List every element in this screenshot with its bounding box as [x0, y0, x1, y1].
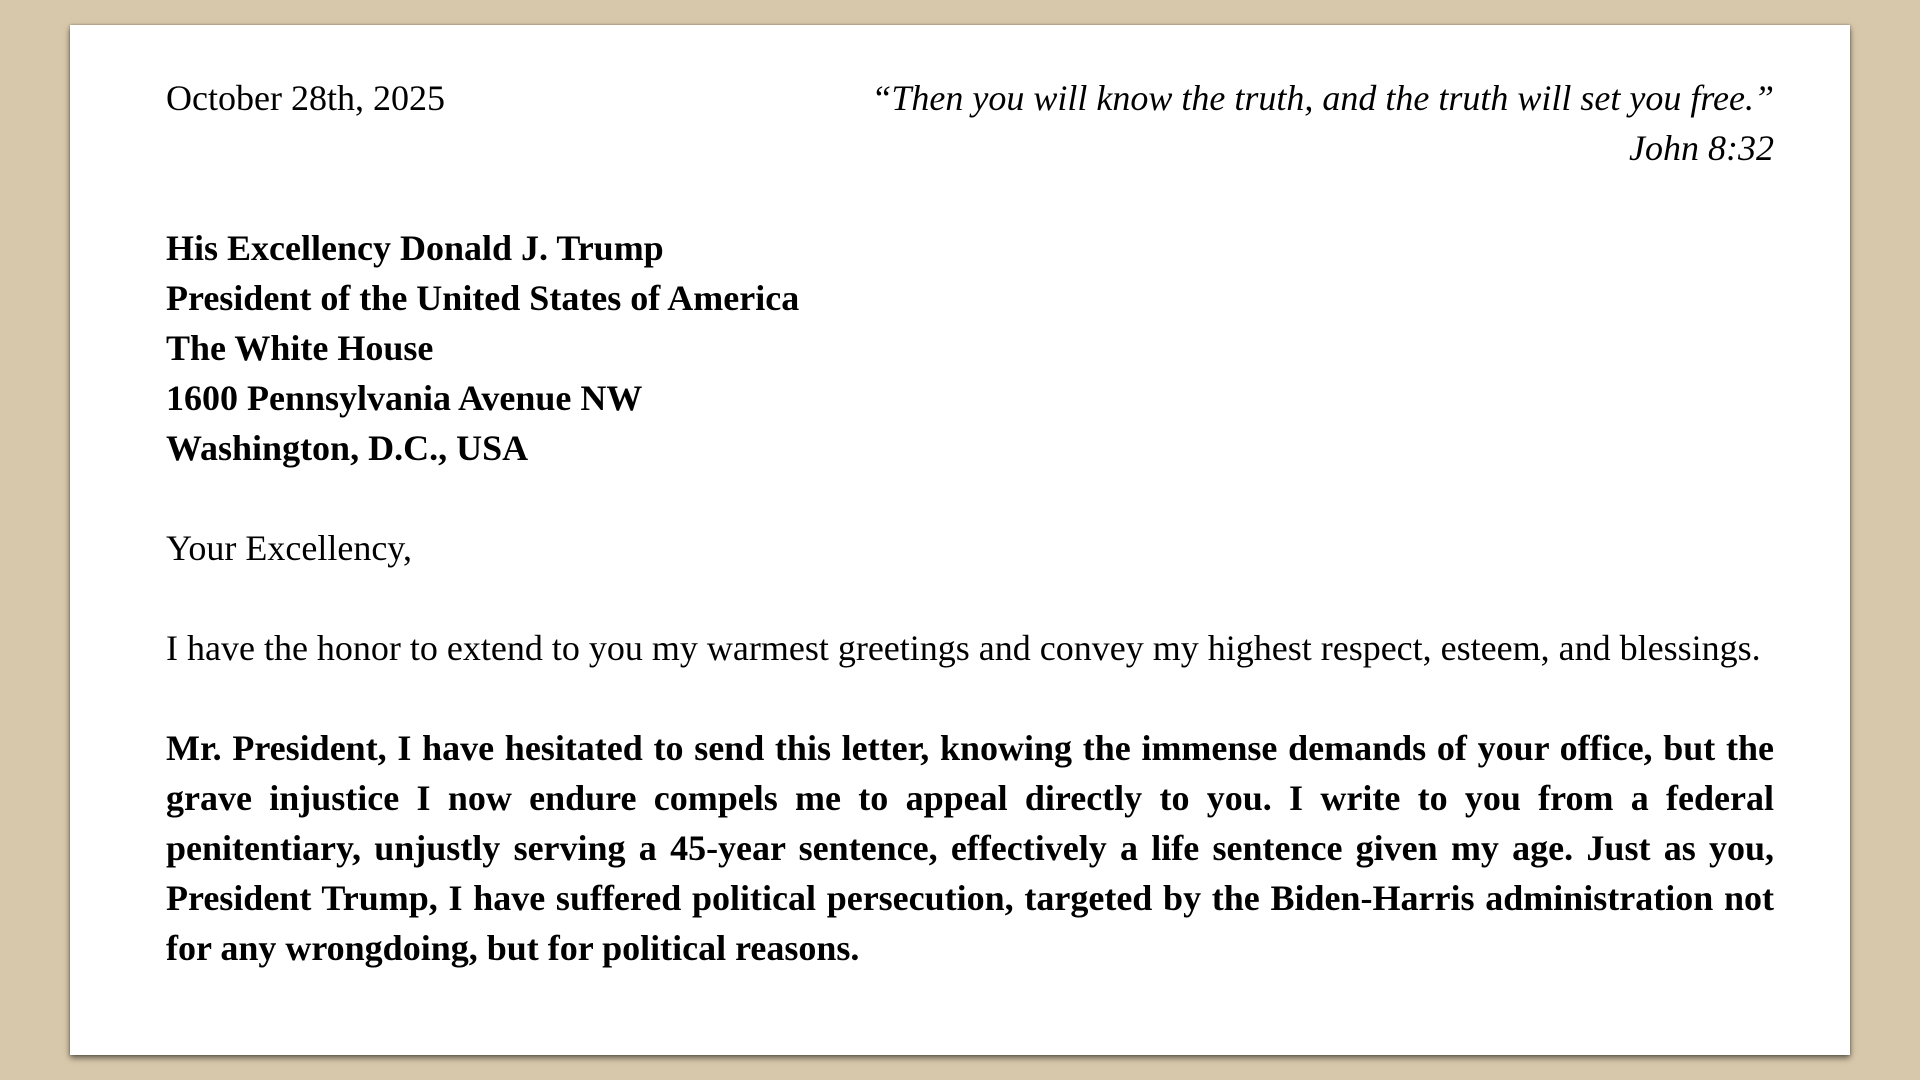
recipient-title: President of the United States of America: [166, 278, 800, 318]
paragraph-greeting: I have the honor to extend to you my warmest greetings and convey my highest respect, esteem, and blessings.: [166, 628, 1761, 668]
recipient-address: [166, 223, 1774, 473]
recipient-office: The White House: [166, 328, 434, 368]
letter-page: [70, 25, 1850, 1055]
epigraph: [871, 73, 1774, 173]
letter-date: October 28th, 2025: [166, 78, 445, 118]
letter-header: [166, 73, 1774, 173]
recipient-city: Washington, D.C., USA: [166, 428, 529, 468]
salutation: Your Excellency,: [166, 528, 412, 568]
epigraph-citation: John 8:32: [1629, 128, 1774, 168]
recipient-street: 1600 Pennsylvania Avenue NW: [166, 378, 643, 418]
paragraph-appeal: Mr. President, I have hesitated to send this letter, knowing the immense demands of your office, but the grave injustice I now endure compels me to appeal directly to you. I write to you from a federal penitentiary, unjustly serving a 45-year sentence, effectively a life sentence given my age. Just as you, President Trump, I have suffered political persecution, targeted by the Biden-Harris administration not for any wrongdoing, but for political reasons.: [166, 728, 1774, 968]
epigraph-quote: “Then you will know the truth, and the truth will set you free.”: [871, 78, 1774, 118]
recipient-name: His Excellency Donald J. Trump: [166, 228, 664, 268]
